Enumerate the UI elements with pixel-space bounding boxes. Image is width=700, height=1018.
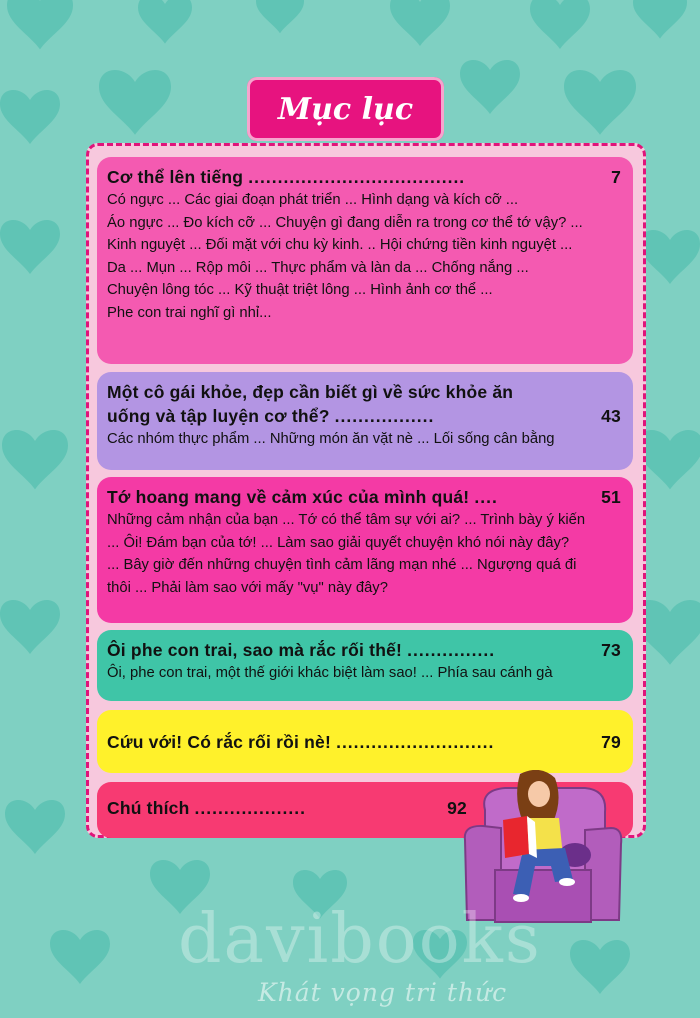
section-page: 7 (611, 167, 621, 187)
section-page: 43 (601, 406, 621, 426)
section-line: Ôi, phe con trai, một thế giới khác biệt làm sao! ... Phía sau cánh gà (107, 665, 553, 681)
section-line: Các nhóm thực phẩm ... Những món ăn vặt nè ... Lối sống cân bằng (107, 431, 555, 447)
section-line: ... Bây giờ đến những chuyện tình cảm lãng mạn nhé ... Ngượng quá đi (107, 557, 577, 574)
section-page: 92 (447, 798, 467, 818)
toc-title-tab (247, 77, 444, 141)
section-title-line-2: uống và tập luyện cơ thể? (107, 406, 330, 426)
toc-section-body-speaks[interactable] (97, 157, 633, 364)
section-title-line-1: Một cô gái khỏe, đẹp cần biết gì về sức khỏe ăn (107, 382, 514, 402)
section-line: Áo ngực ... Đo kích cỡ ... Chuyện gì đang diễn ra trong cơ thể tớ vậy? ... (107, 214, 583, 231)
section-page: 79 (601, 732, 621, 752)
section-line: Da ... Mụn ... Rộp môi ... Thực phẩm và làn da ... Chống nắng ... (107, 259, 529, 276)
watermark-tagline: Khát vọng tri thức (258, 978, 508, 1007)
section-page: 51 (601, 487, 621, 507)
toc-section-health[interactable] (97, 372, 633, 470)
section-line: Phe con trai nghĩ gì nhỉ... (107, 304, 272, 321)
page-title: Mục lục (277, 91, 414, 127)
section-page: 73 (601, 640, 621, 660)
section-title: Ôi phe con trai, sao mà rắc rối thế! (107, 640, 403, 660)
section-title: Tớ hoang mang về cảm xúc của mình quá! (107, 487, 470, 507)
toc-section-boys[interactable] (97, 630, 633, 701)
section-heading: Chú thích ................... 92 (107, 798, 467, 818)
section-heading: uống và tập luyện cơ thể? ................. 43 (107, 406, 621, 426)
section-title: Chú thích (107, 798, 190, 818)
section-line: thôi ... Phải làm sao với mấy "vụ" này đây? (107, 579, 388, 596)
section-line: Chuyện lông tóc ... Kỹ thuật triệt lông ... Hình ảnh cơ thể ... (107, 282, 493, 299)
section-heading: Tớ hoang mang về cảm xúc của mình quá! .... 51 (107, 487, 621, 507)
section-heading: Cứu với! Có rắc rối rồi nè! ........................... 79 (107, 732, 621, 752)
section-line: ... Ôi! Đám bạn của tớ! ... Làm sao giải quyết chuyện khó nói này đây? (107, 534, 570, 551)
section-title: Cơ thể lên tiếng (107, 167, 244, 187)
toc-section-help[interactable] (97, 710, 633, 773)
section-title: Cứu với! Có rắc rối rồi nè! (107, 732, 332, 752)
watermark-logo: davibooks (178, 900, 542, 979)
section-heading: Cơ thể lên tiếng ..................................... 7 (107, 167, 621, 187)
section-line: Có ngực ... Các giai đoạn phát triển ... Hình dạng và kích cỡ ... (107, 192, 519, 208)
section-line: Kinh nguyệt ... Đối mặt với chu kỳ kinh. .. Hội chứng tiền kinh nguyệt ... (107, 237, 573, 254)
section-line: Những cảm nhận của bạn ... Tớ có thể tâm sự với ai? ... Trình bày ý kiến (107, 512, 586, 528)
section-heading: Ôi phe con trai, sao mà rắc rối thế! ............... 73 (107, 640, 621, 660)
toc-section-emotions[interactable] (97, 477, 633, 623)
